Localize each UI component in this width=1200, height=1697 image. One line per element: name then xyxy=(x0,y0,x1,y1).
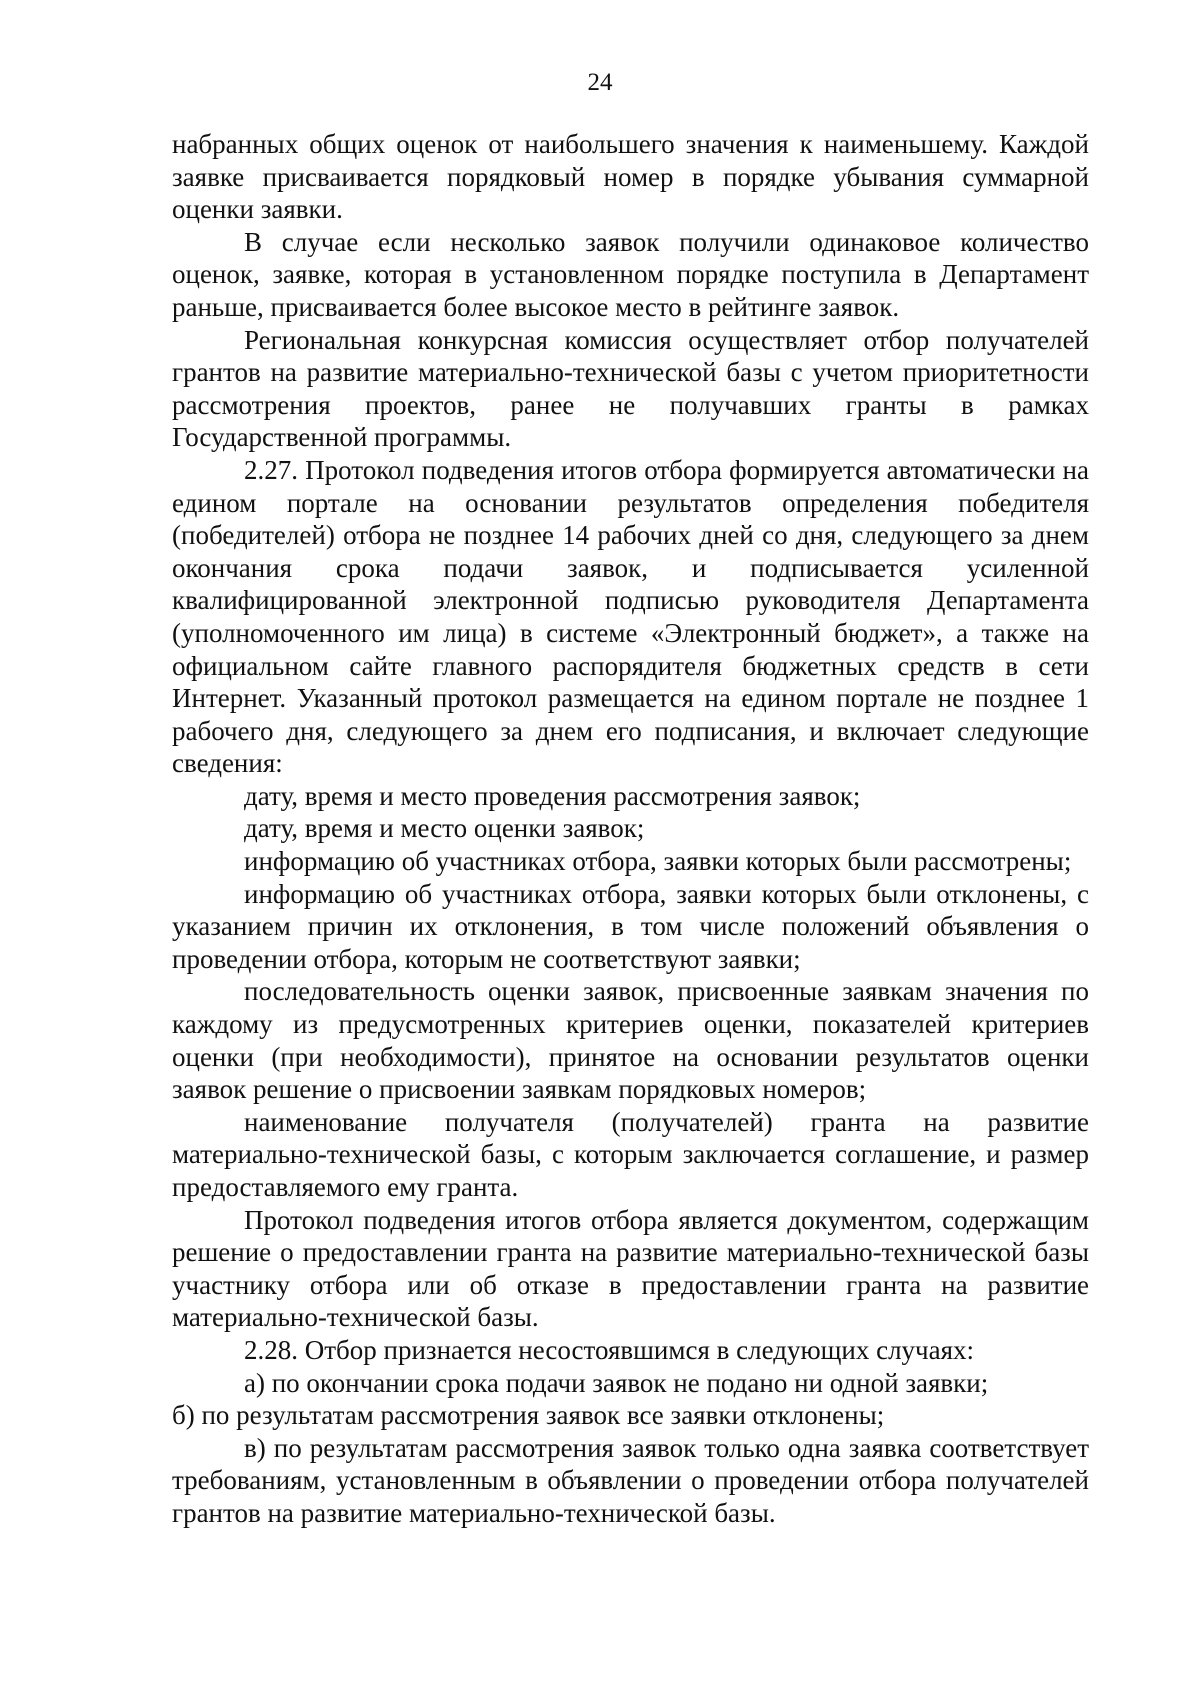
paragraph-ranking-order: набранных общих оценок от наибольшего значения к наименьшему. Каждой заявке присваивается порядковый номер в порядке убывания суммарной оценки заявки. xyxy=(172,129,1089,225)
list-item-grant-recipient: наименование получателя (получателей) гранта на развитие материально-технической базы, с которым заключается соглашение, и размер предоставляемого ему гранта. xyxy=(172,1106,1089,1202)
list-item-review-date: дату, время и место проведения рассмотрения заявок; xyxy=(244,780,861,811)
list-item-evaluation-date: дату, время и место оценки заявок; xyxy=(244,813,645,844)
paragraph-2-28-failed-selection: 2.28. Отбор признается несостоявшимся в следующих случаях: xyxy=(244,1334,975,1365)
list-item-evaluation-sequence: последовательность оценки заявок, присвоенные заявкам значения по каждому из предусмотренных критериев оценки, показателей критериев оценки (при необходимости), принятое на основании результатов оценки заявок решение о присвоении заявкам порядковых номеров; xyxy=(172,976,1089,1105)
list-item-reviewed-participants: информацию об участниках отбора, заявки которых были рассмотрены; xyxy=(244,846,1072,877)
list-item-case-a: а) по окончании срока подачи заявок не подано ни одной заявки; xyxy=(244,1367,989,1398)
paragraph-commission-selection: Региональная конкурсная комиссия осуществляет отбор получателей грантов на развитие материально-технической базы с учетом приоритетности рассмотрения проектов, ранее не получавших гранты в рамках Государственной программы. xyxy=(172,324,1089,453)
paragraph-2-27-protocol: 2.27. Протокол подведения итогов отбора формируется автоматически на едином портале на основании результатов определения победителя (победителей) отбора не позднее 14 рабочих дней со дня, следующего за днем окончания срока подачи заявок, и подписывается усиленной квалифицированной электронной подписью руководителя Департамента (уполномоченного им лица) в системе «Электронный бюджет», а также на официальном сайте главного распорядителя бюджетных средств в сети Интернет. Указанный протокол размещается на едином портале не позднее 1 рабочего дня, следующего за днем его подписания, и включает следующие сведения: xyxy=(172,454,1089,779)
list-item-case-b: б) по результатам рассмотрения заявок все заявки отклонены; xyxy=(172,1400,885,1431)
list-item-case-c: в) по результатам рассмотрения заявок только одна заявка соответствует требованиям, установленным в объявлении о проведении отбора получателей грантов на развитие материально-технической базы. xyxy=(172,1432,1089,1528)
paragraph-protocol-document: Протокол подведения итогов отбора является документом, содержащим решение о предоставлении гранта на развитие материально-технической базы участнику отбора или об отказе в предоставлении гранта на развитие материально-технической базы. xyxy=(172,1204,1089,1333)
page-number: 24 xyxy=(587,69,613,96)
document-body xyxy=(172,128,1089,1530)
paragraph-equal-scores: В случае если несколько заявок получили одинаковое количество оценок, заявке, которая в установленном порядке поступила в Департамент раньше, присваивается более высокое место в рейтинге заявок. xyxy=(172,226,1089,322)
list-item-rejected-participants: информацию об участниках отбора, заявки которых были отклонены, с указанием причин их отклонения, в том числе положений объявления о проведении отбора, которым не соответствуют заявки; xyxy=(172,878,1089,974)
